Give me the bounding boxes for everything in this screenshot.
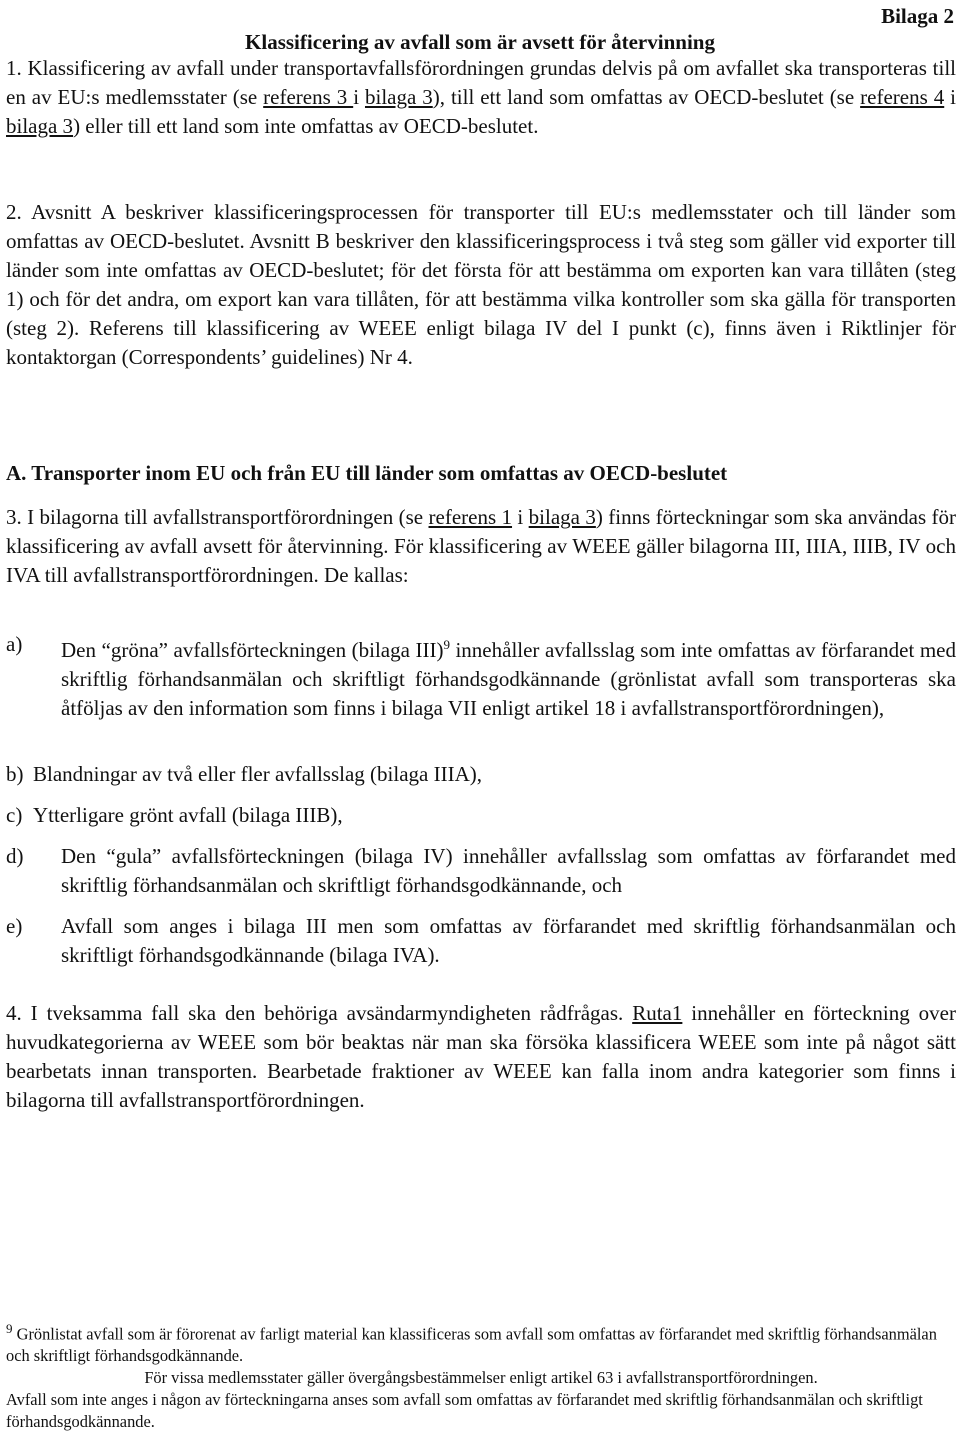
para1-text-c: ), till ett land som omfattas av OECD-beslutet (se bbox=[432, 85, 861, 109]
list-item-e bbox=[6, 912, 956, 970]
paragraph-3 bbox=[6, 503, 956, 590]
para3-text-a: 3. I bilagorna till avfallstransportförordningen (se bbox=[6, 505, 429, 529]
item-e-text: Avfall som anges i bilaga III men som omfattas av förfarandet med skriftlig förhandsanmälan och skriftligt förhandsgodkännande (bilaga IVA). bbox=[61, 914, 956, 967]
footnote bbox=[6, 1318, 956, 1433]
list-label-b: b) bbox=[6, 762, 24, 786]
footnote-line-3: Avfall som inte anges i någon av förteckningarna anses som avfall som omfattas av förfarandet med skriftlig förhandsanmälan och skriftligt förhandsgodkännande. bbox=[6, 1390, 923, 1432]
footnote-line-2: För vissa medlemsstater gäller övergångsbestämmelser enligt artikel 63 i avfallstransportförordningen. bbox=[144, 1368, 818, 1388]
section-a-heading: A. Transporter inom EU och från EU till länder som omfattas av OECD-beslutet bbox=[6, 461, 728, 485]
item-a-text-post: innehåller avfallsslag som inte omfattas av förfarandet med skriftlig förhandsanmälan och skriftligt förhandsgodkännande (grönlistat avfall som transporteras ska åtföljas av den information som finns i bilaga VII enligt artikel 18 i avfallstransportförordningen), bbox=[61, 638, 956, 720]
link-referens-4[interactable]: referens 4 bbox=[860, 85, 945, 109]
paragraph-1 bbox=[6, 54, 956, 141]
list-item-a bbox=[6, 630, 956, 723]
link-ruta1[interactable]: Ruta1 bbox=[632, 1001, 683, 1025]
page-title: Klassificering av avfall som är avsett för återvinning bbox=[245, 30, 715, 54]
para3-text-c: ) finns förteckningar som ska användas för klassificering av avfall avsett för återvinning. För klassificering av WEEE gäller bilagorna III, IIIA, IIIB, IV och IVA till avfallstransportförordningen. De kallas: bbox=[6, 505, 956, 587]
list-item-b bbox=[6, 760, 956, 789]
paragraph-2: 2. Avsnitt A beskriver klassificeringsprocessen för transporter till EU:s medlemsstater och till länder som omfattas av OECD-beslutet. Avsnitt B beskriver den klassificeringsprocess i två steg som gäller vid exporter till länder som inte omfattas av OECD-beslutet; för det första för att bestämma om exporten kan vara tillåten (steg 1) och för det andra, om export kan vara tillåten, för att bestämma vilka kontroller som ska gälla för transporten (steg 2). Referens till klassificering av WEEE enligt bilaga IV del I punkt (c), finns även i Riktlinjer för kontaktorgan (Correspondents’ guidelines) Nr 4. bbox=[6, 200, 956, 369]
para3-text-b: i bbox=[512, 505, 529, 529]
link-referens-3[interactable]: referens 3 bbox=[263, 85, 354, 109]
paragraph-4 bbox=[6, 999, 956, 1115]
footnote-line-1: Grönlistat avfall som är förorenat av farligt material kan klassificeras som avfall som omfattas av förfarandet med skriftlig förhandsanmälan och skriftligt förhandsgodkännande. bbox=[6, 1324, 937, 1366]
annex-label: Bilaga 2 bbox=[881, 4, 954, 28]
list-item-c bbox=[6, 801, 956, 830]
link-bilaga-3-c[interactable]: bilaga 3 bbox=[528, 505, 596, 529]
para1-text-b: i bbox=[353, 85, 365, 109]
para1-text-d: i bbox=[944, 85, 957, 109]
item-c-text: Ytterligare grönt avfall (bilaga IIIB), bbox=[33, 803, 343, 827]
footnote-number: 9 bbox=[6, 1321, 13, 1336]
footnote-ref-9[interactable]: 9 bbox=[443, 637, 450, 652]
para1-text-a: 1. Klassificering av avfall under transportavfallsförordningen grundas delvis på om avfallet ska transporteras till en av EU:s medlemsstater (se bbox=[6, 56, 956, 109]
para1-text-e: ) eller till ett land som inte omfattas av OECD-beslutet. bbox=[73, 114, 539, 138]
link-bilaga-3-b[interactable]: bilaga 3 bbox=[6, 114, 74, 138]
para4-text-a: 4. I tveksamma fall ska den behöriga avsändarmyndigheten rådfrågas. bbox=[6, 1001, 633, 1025]
item-a-text-pre: Den “gröna” avfallsförteckningen (bilaga III) bbox=[61, 638, 444, 662]
list-item-d bbox=[6, 842, 956, 900]
link-bilaga-3-a[interactable]: bilaga 3 bbox=[364, 85, 433, 109]
item-b-text: Blandningar av två eller fler avfallsslag (bilaga IIIA), bbox=[33, 762, 482, 786]
list-label-a: a) bbox=[6, 632, 23, 656]
list-label-e: e) bbox=[6, 914, 23, 938]
para4-text-b: innehåller en förteckning over huvudkategorierna av WEEE som bör beaktas när man ska försöka klassificera WEEE som inte på något sätt bearbetats innan transporten. Bearbetade fraktioner av WEEE kan falla inom andra kategorier som finns i bilagorna till avfallstransportförordningen. bbox=[6, 1001, 957, 1112]
link-referens-1[interactable]: referens 1 bbox=[428, 505, 513, 529]
list-label-c: c) bbox=[6, 803, 23, 827]
list-label-d: d) bbox=[6, 844, 24, 868]
item-d-text: Den “gula” avfallsförteckningen (bilaga IV) innehåller avfallsslag som omfattas av förfarandet med skriftlig förhandsanmälan och skriftligt förhandsgodkännande, och bbox=[61, 844, 956, 897]
